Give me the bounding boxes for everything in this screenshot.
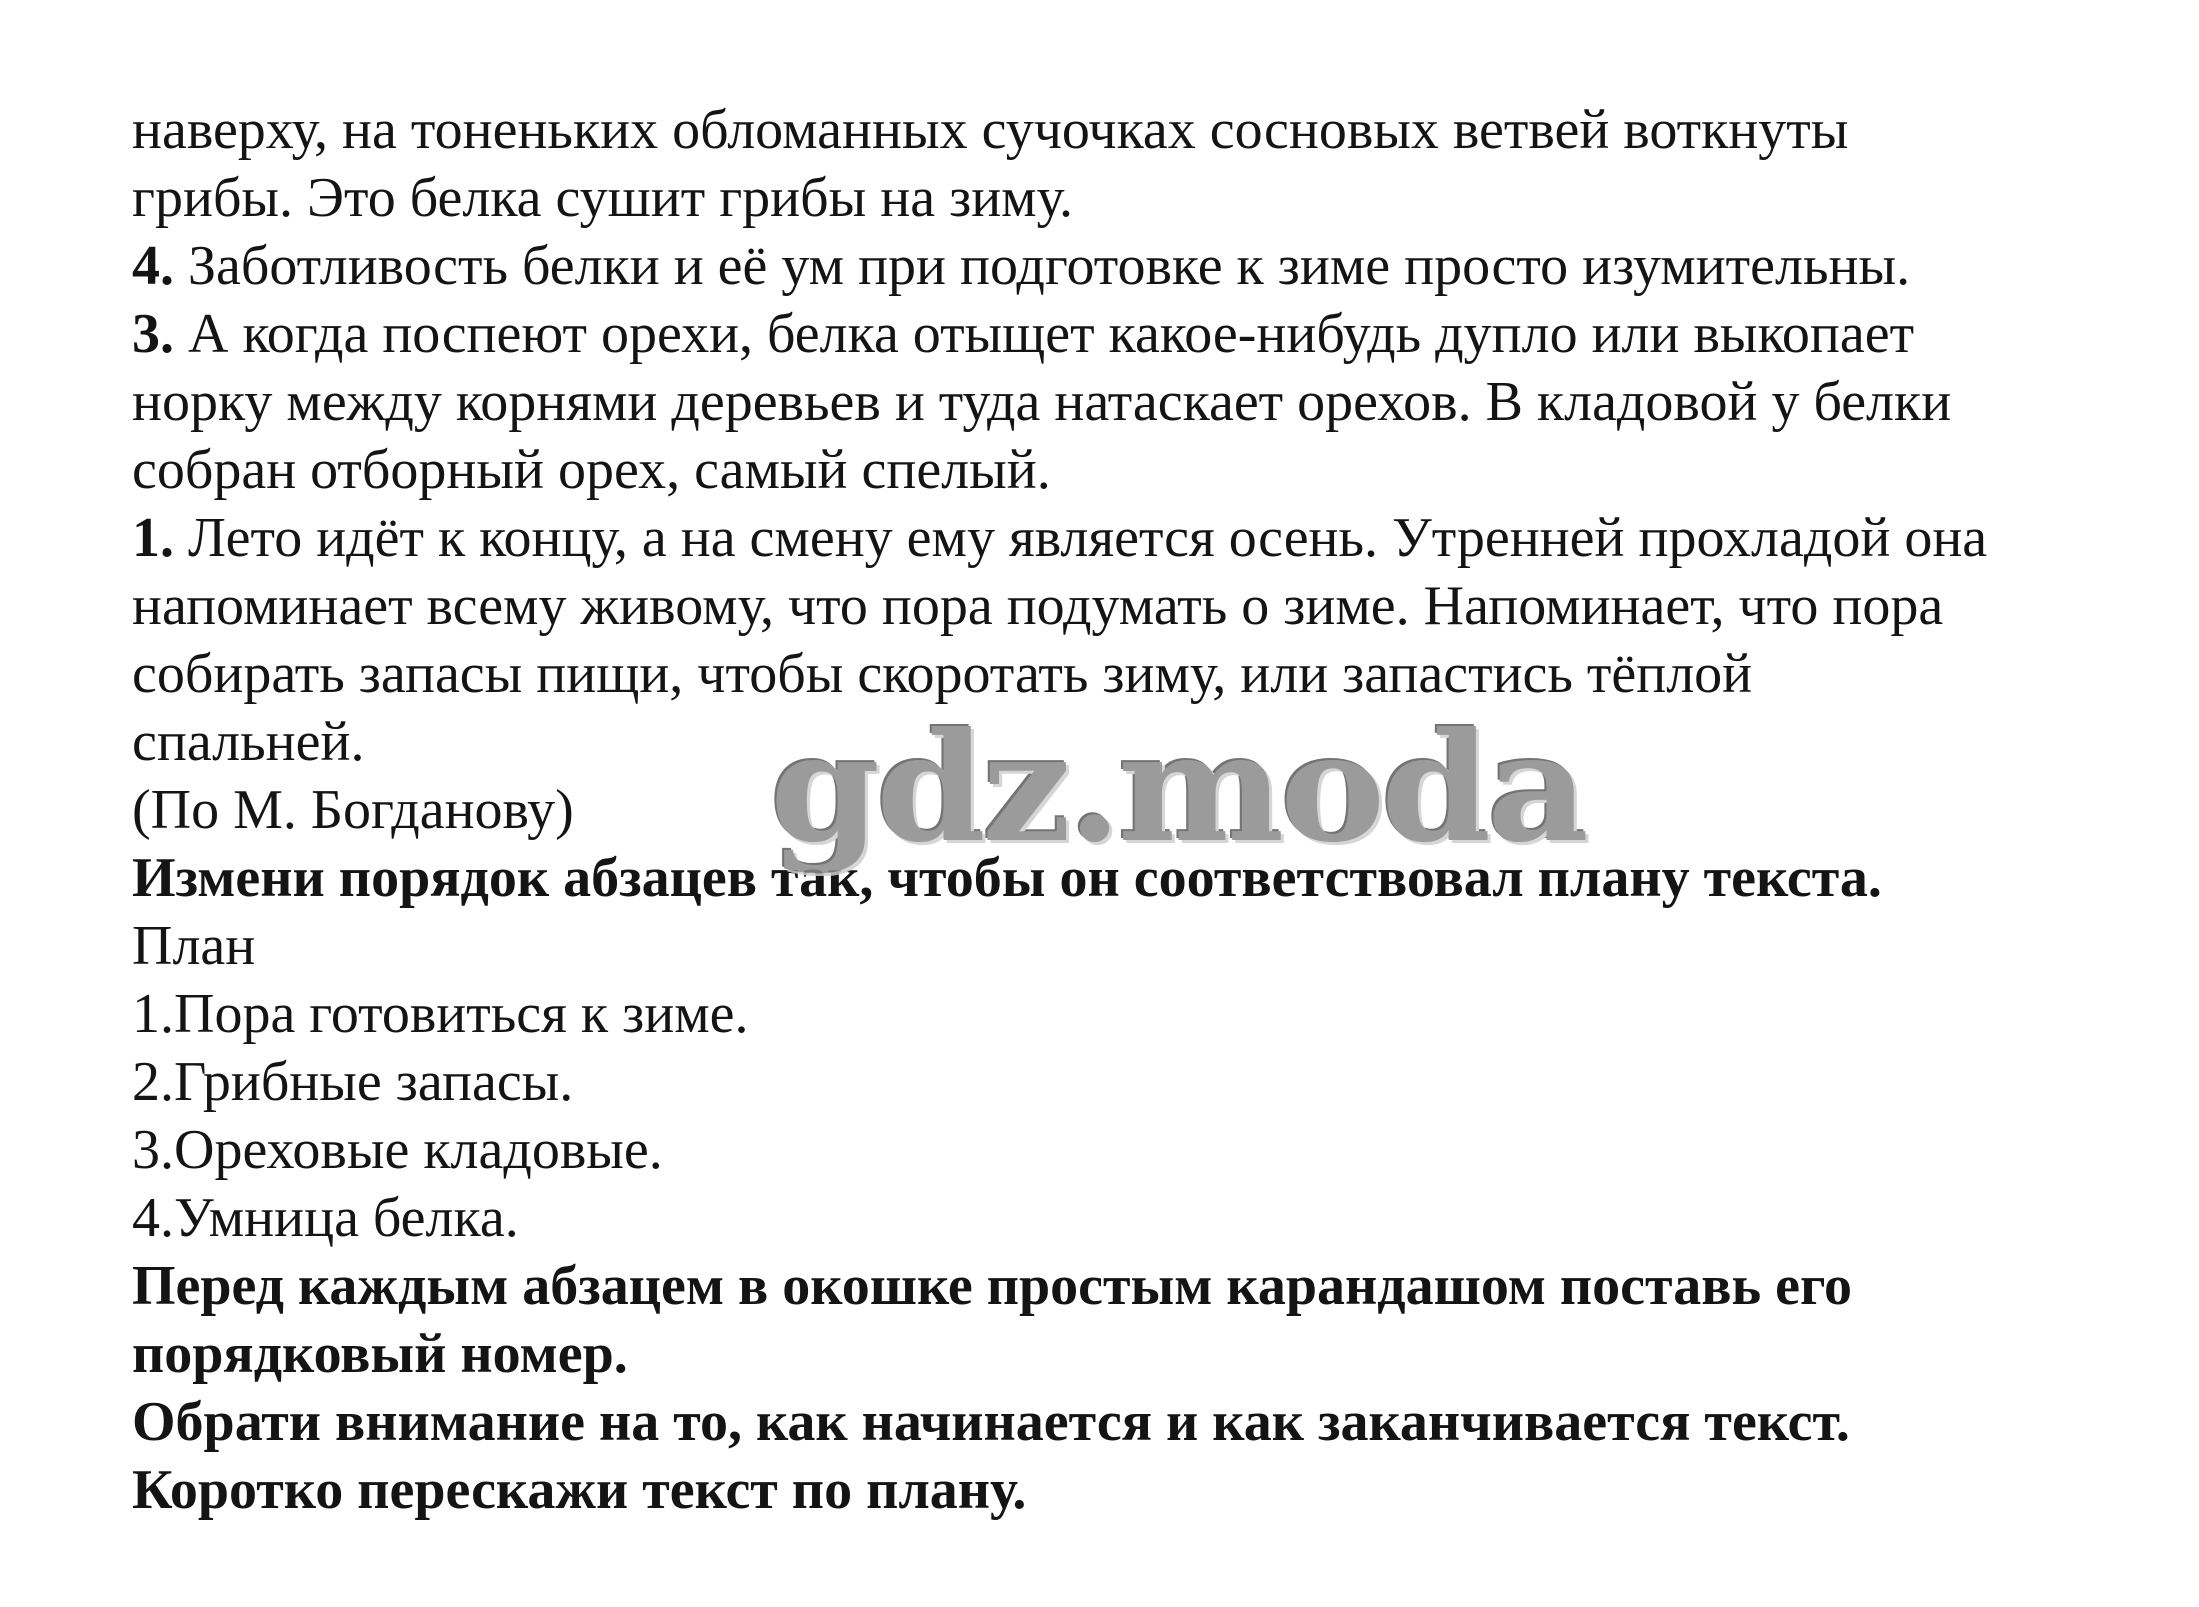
paragraph-3-text: А когда поспеют орехи, белка отыщет какое-нибудь дупло или выкопает: [174, 303, 1915, 365]
task-retell: Коротко перескажи текст по плану.: [132, 1459, 1027, 1521]
plan-item: 2.Грибные запасы.: [132, 1051, 574, 1113]
task-beginning-end: Обрати внимание на то, как начинается и как заканчивается текст.: [132, 1391, 1850, 1453]
paragraph-2-line-1: наверху, на тоненьких обломанных сучочках сосновых ветвей воткнуты: [132, 99, 1849, 161]
watermark-logo: gdz.moda: [770, 700, 1585, 876]
task-number-paragraphs-line-1: Перед каждым абзацем в окошке простым карандашом поставь его: [132, 1255, 1852, 1317]
plan-title: План: [132, 915, 256, 977]
paragraph-1-line-4: спальней.: [132, 711, 365, 773]
paragraph-1-line-3: собирать запасы пищи, чтобы скоротать зиму, или запастись тёплой: [132, 643, 1753, 705]
paragraph-4-number: 4.: [132, 235, 174, 297]
paragraph-1-line-1: [132, 504, 2132, 572]
paragraph-2-line-2: грибы. Это белка сушит грибы на зиму.: [132, 167, 1074, 229]
document-page: [132, 96, 2132, 1524]
task-number-paragraphs-line-2: порядковый номер.: [132, 1323, 628, 1385]
plan-item: 1.Пора готовиться к зиме.: [132, 983, 749, 1045]
paragraph-1-text: Лето идёт к концу, а на смену ему является осень. Утренней прохладой она: [174, 507, 1988, 569]
plan-item: 4.Умница белка.: [132, 1187, 519, 1249]
paragraph-4-line-1: [132, 232, 2132, 300]
paragraph-3-line-1: [132, 300, 2132, 368]
paragraph-1-number: 1.: [132, 507, 174, 569]
paragraph-3-line-3: собран отборный орех, самый спелый.: [132, 439, 1051, 501]
task-reorder-paragraphs: Измени порядок абзацев так, чтобы он соответствовал плану текста.: [132, 847, 1882, 909]
paragraph-4-text: Заботливость белки и её ум при подготовке к зиме просто изумительны.: [174, 235, 1911, 297]
paragraph-3-number: 3.: [132, 303, 174, 365]
paragraph-1-line-2: напоминает всему живому, что пора подумать о зиме. Напоминает, что пора: [132, 575, 1944, 637]
attribution: (По М. Богданову): [132, 779, 574, 841]
plan-item: 3.Ореховые кладовые.: [132, 1119, 663, 1181]
paragraph-3-line-2: норку между корнями деревьев и туда натаскает орехов. В кладовой у белки: [132, 371, 1952, 433]
